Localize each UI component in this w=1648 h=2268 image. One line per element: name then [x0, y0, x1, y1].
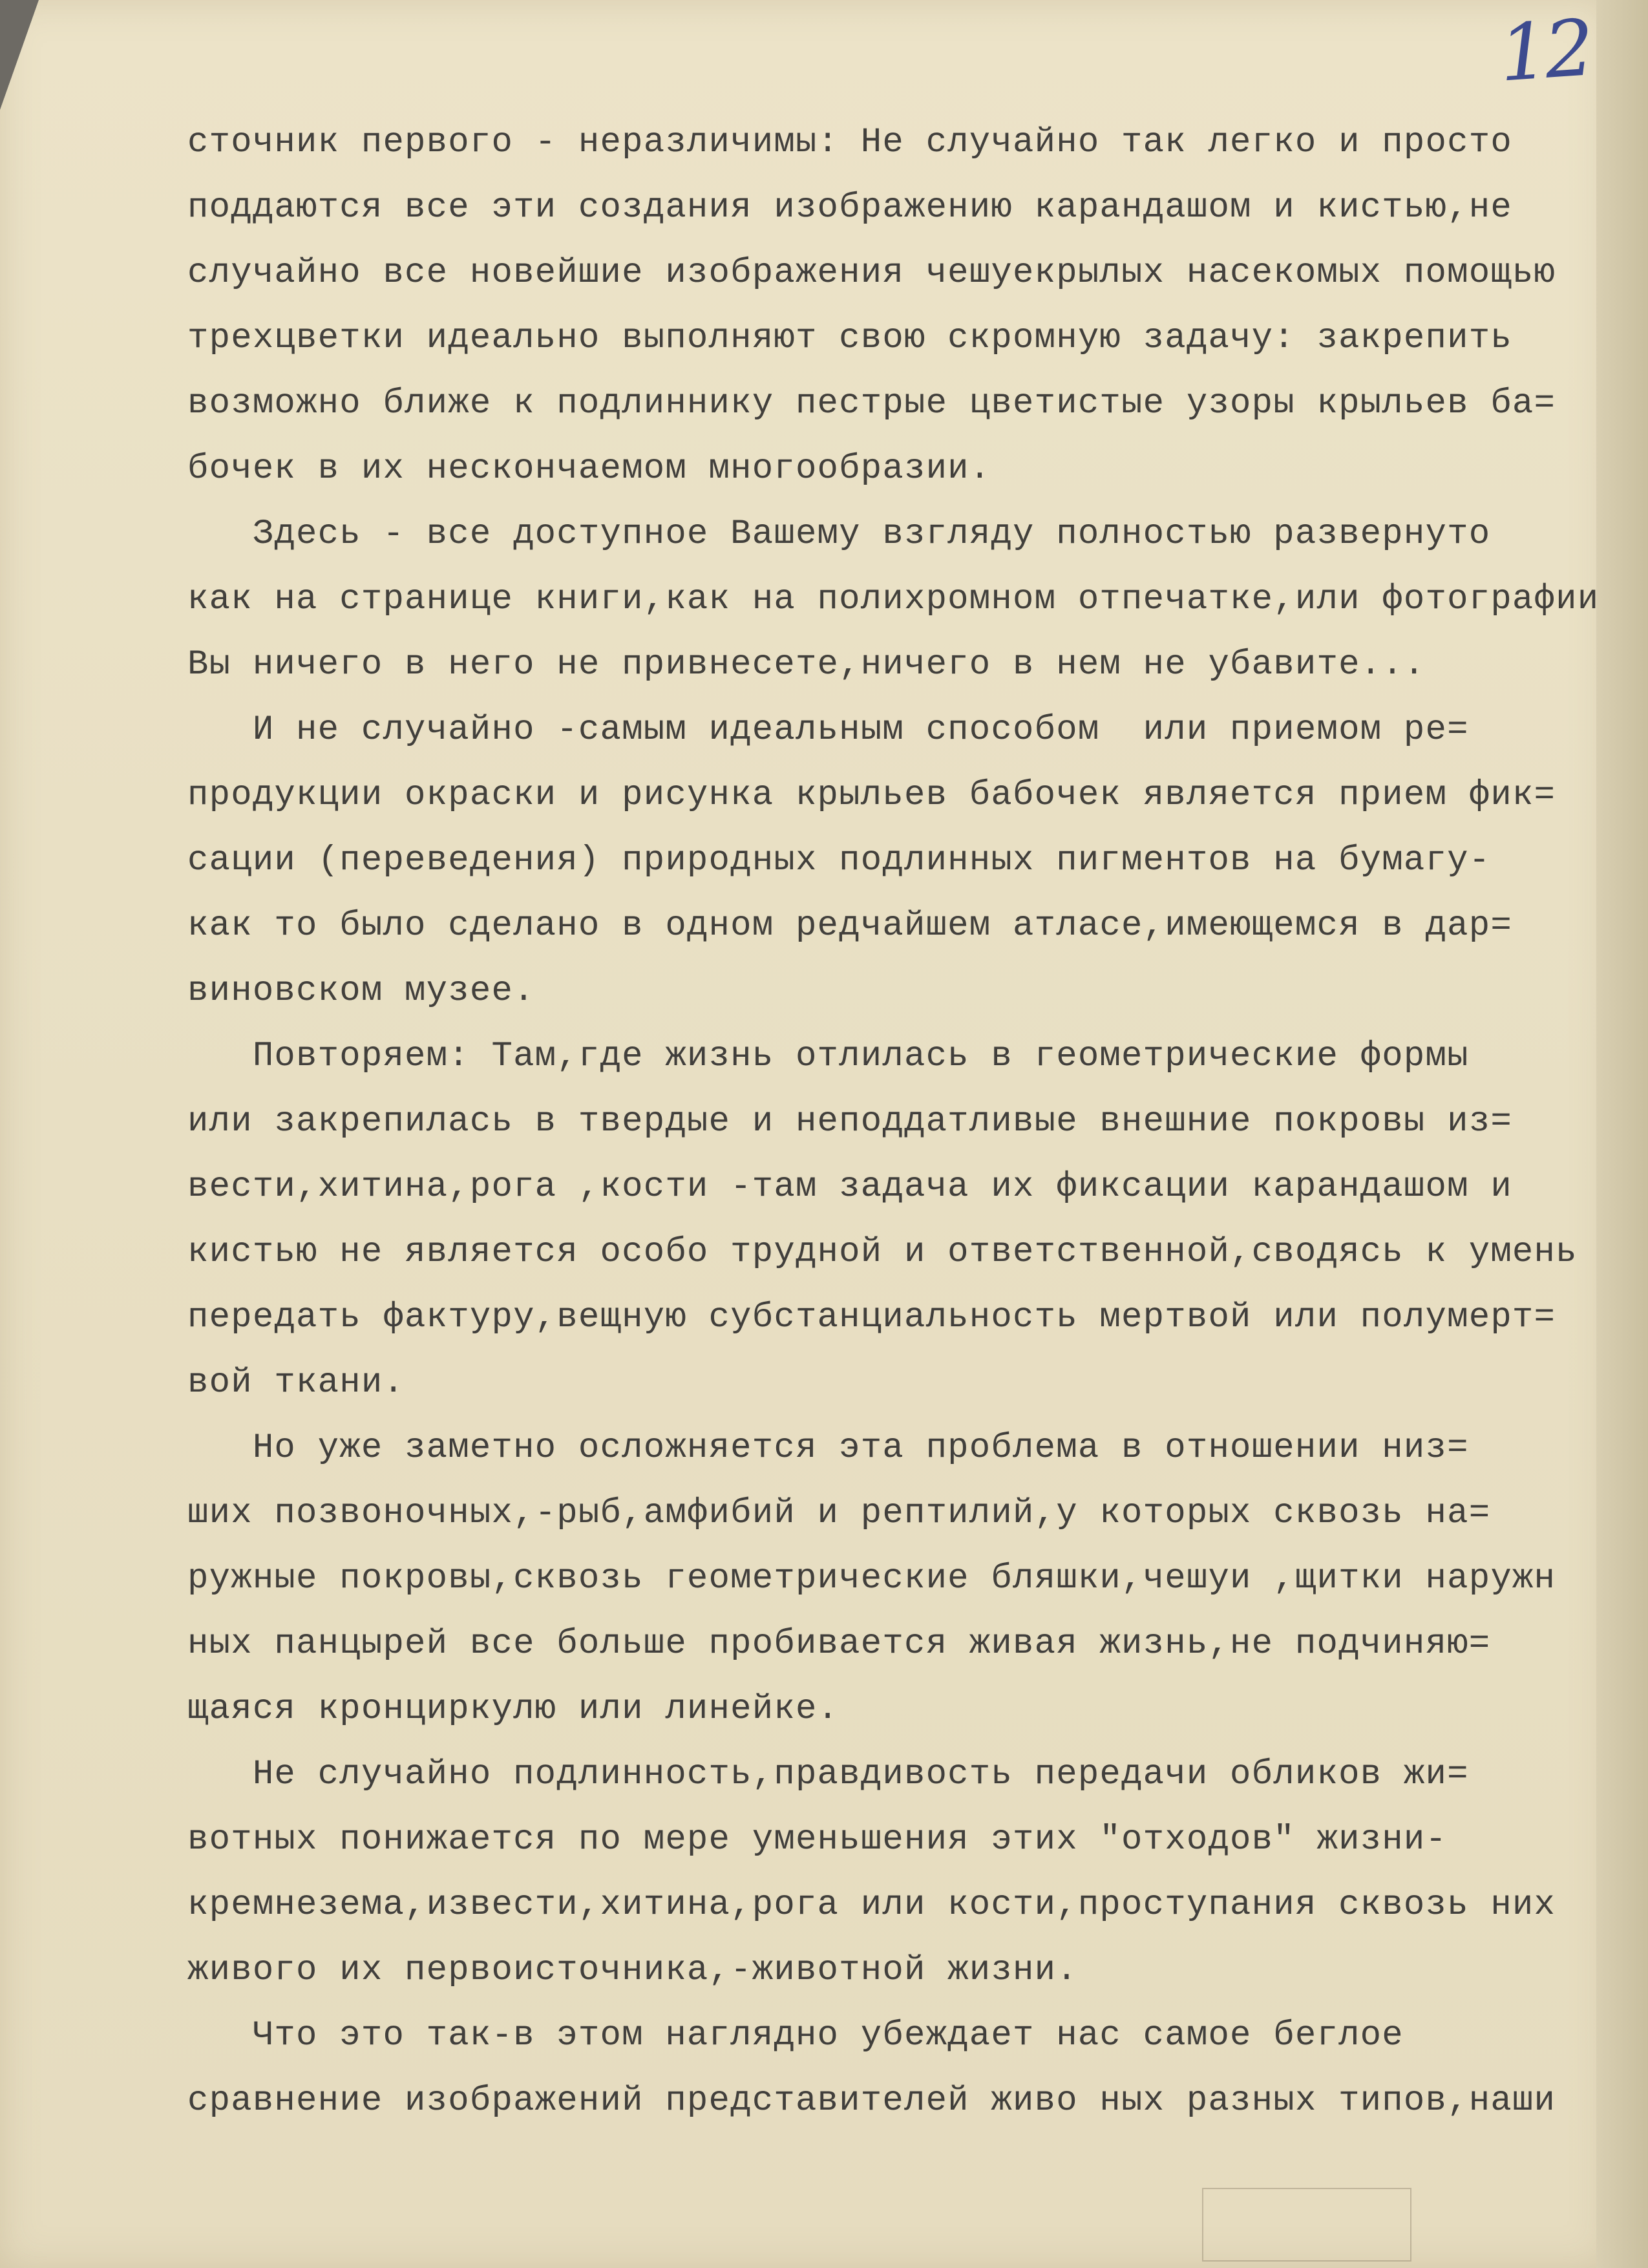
text-line: трехцветки идеально выполняют свою скромную задачу: закрепить	[187, 319, 1512, 358]
typewritten-text	[187, 110, 1609, 2134]
text-line: возможно ближе к подлиннику пестрые цветистые узоры крыльев ба=	[187, 384, 1556, 423]
text-line: случайно все новейшие изображения чешуекрылых насекомых помощью	[187, 253, 1556, 293]
text-line: Что это так-в этом наглядно убеждает нас самое беглое	[187, 2016, 1404, 2055]
text-line: продукции окраски и рисунка крыльев бабочек является прием фик=	[187, 776, 1556, 815]
text-line: ших позвоночных,-рыб,амфибий и рептилий,у которых сквозь на=	[187, 1494, 1491, 1533]
text-line: Но уже заметно осложняется эта проблема в отношении низ=	[187, 1428, 1469, 1468]
text-line: сации (переведения) природных подлинных пигментов на бумагу-	[187, 841, 1491, 880]
text-line: вести,хитина,рога ,кости -там задача их фиксации карандашом и	[187, 1167, 1512, 1207]
text-line: ружные покровы,сквозь геометрические бляшки,чешуи ,щитки наружн	[187, 1559, 1556, 1598]
text-line: сточник первого - неразличимы: Не случайно так легко и просто	[187, 123, 1512, 162]
text-line: Здесь - все доступное Вашему взгляду полностью развернуто	[187, 514, 1491, 554]
text-line: Не случайно подлинность,правдивость передачи обликов жи=	[187, 1755, 1469, 1794]
text-line: виновском музее.	[187, 971, 535, 1011]
text-line: И не случайно -самым идеальным способом или приемом ре=	[187, 710, 1469, 750]
text-line: живого их первоисточника,-животной жизни.	[187, 1951, 1078, 1990]
text-line: кистью не является особо трудной и ответственной,сводясь к умень	[187, 1233, 1578, 1272]
text-line: ных панцырей все больше пробивается живая жизнь,не подчиняю=	[187, 1624, 1491, 1664]
text-line: или закрепилась в твердые и неподдатливые внешние покровы из=	[187, 1102, 1512, 1141]
text-line: передать фактуру,вещную субстанциальность мертвой или полумерт=	[187, 1298, 1556, 1337]
text-line: как то было сделано в одном редчайшем атласе,имеющемся в дар=	[187, 906, 1512, 946]
text-line: щаяся кронциркулю или линейке.	[187, 1690, 840, 1729]
text-line: вой ткани.	[187, 1363, 405, 1403]
page-number: 12	[1496, 3, 1594, 100]
text-line: Повторяем: Там,где жизнь отлилась в геометрические формы	[187, 1037, 1469, 1076]
text-line: бочек в их нескончаемом многообразии.	[187, 449, 991, 489]
text-line: поддаются все эти создания изображению карандашом и кистью,не	[187, 188, 1512, 228]
text-line: сравнение изображений представителей живо ных разных типов,наши	[187, 2081, 1556, 2121]
text-line: кремнезема,извести,хитина,рога или кости,проступания сквозь них	[187, 1885, 1556, 1925]
text-line: как на странице книги,как на полихромном отпечатке,или фотографии	[187, 580, 1600, 619]
faint-stamp-box	[1202, 2188, 1411, 2262]
text-line: вотных понижается по мере уменьшения этих "отходов" жизни-	[187, 1820, 1448, 1860]
text-line: Вы ничего в него не привнесете,ничего в нем не убавите...	[187, 645, 1426, 684]
